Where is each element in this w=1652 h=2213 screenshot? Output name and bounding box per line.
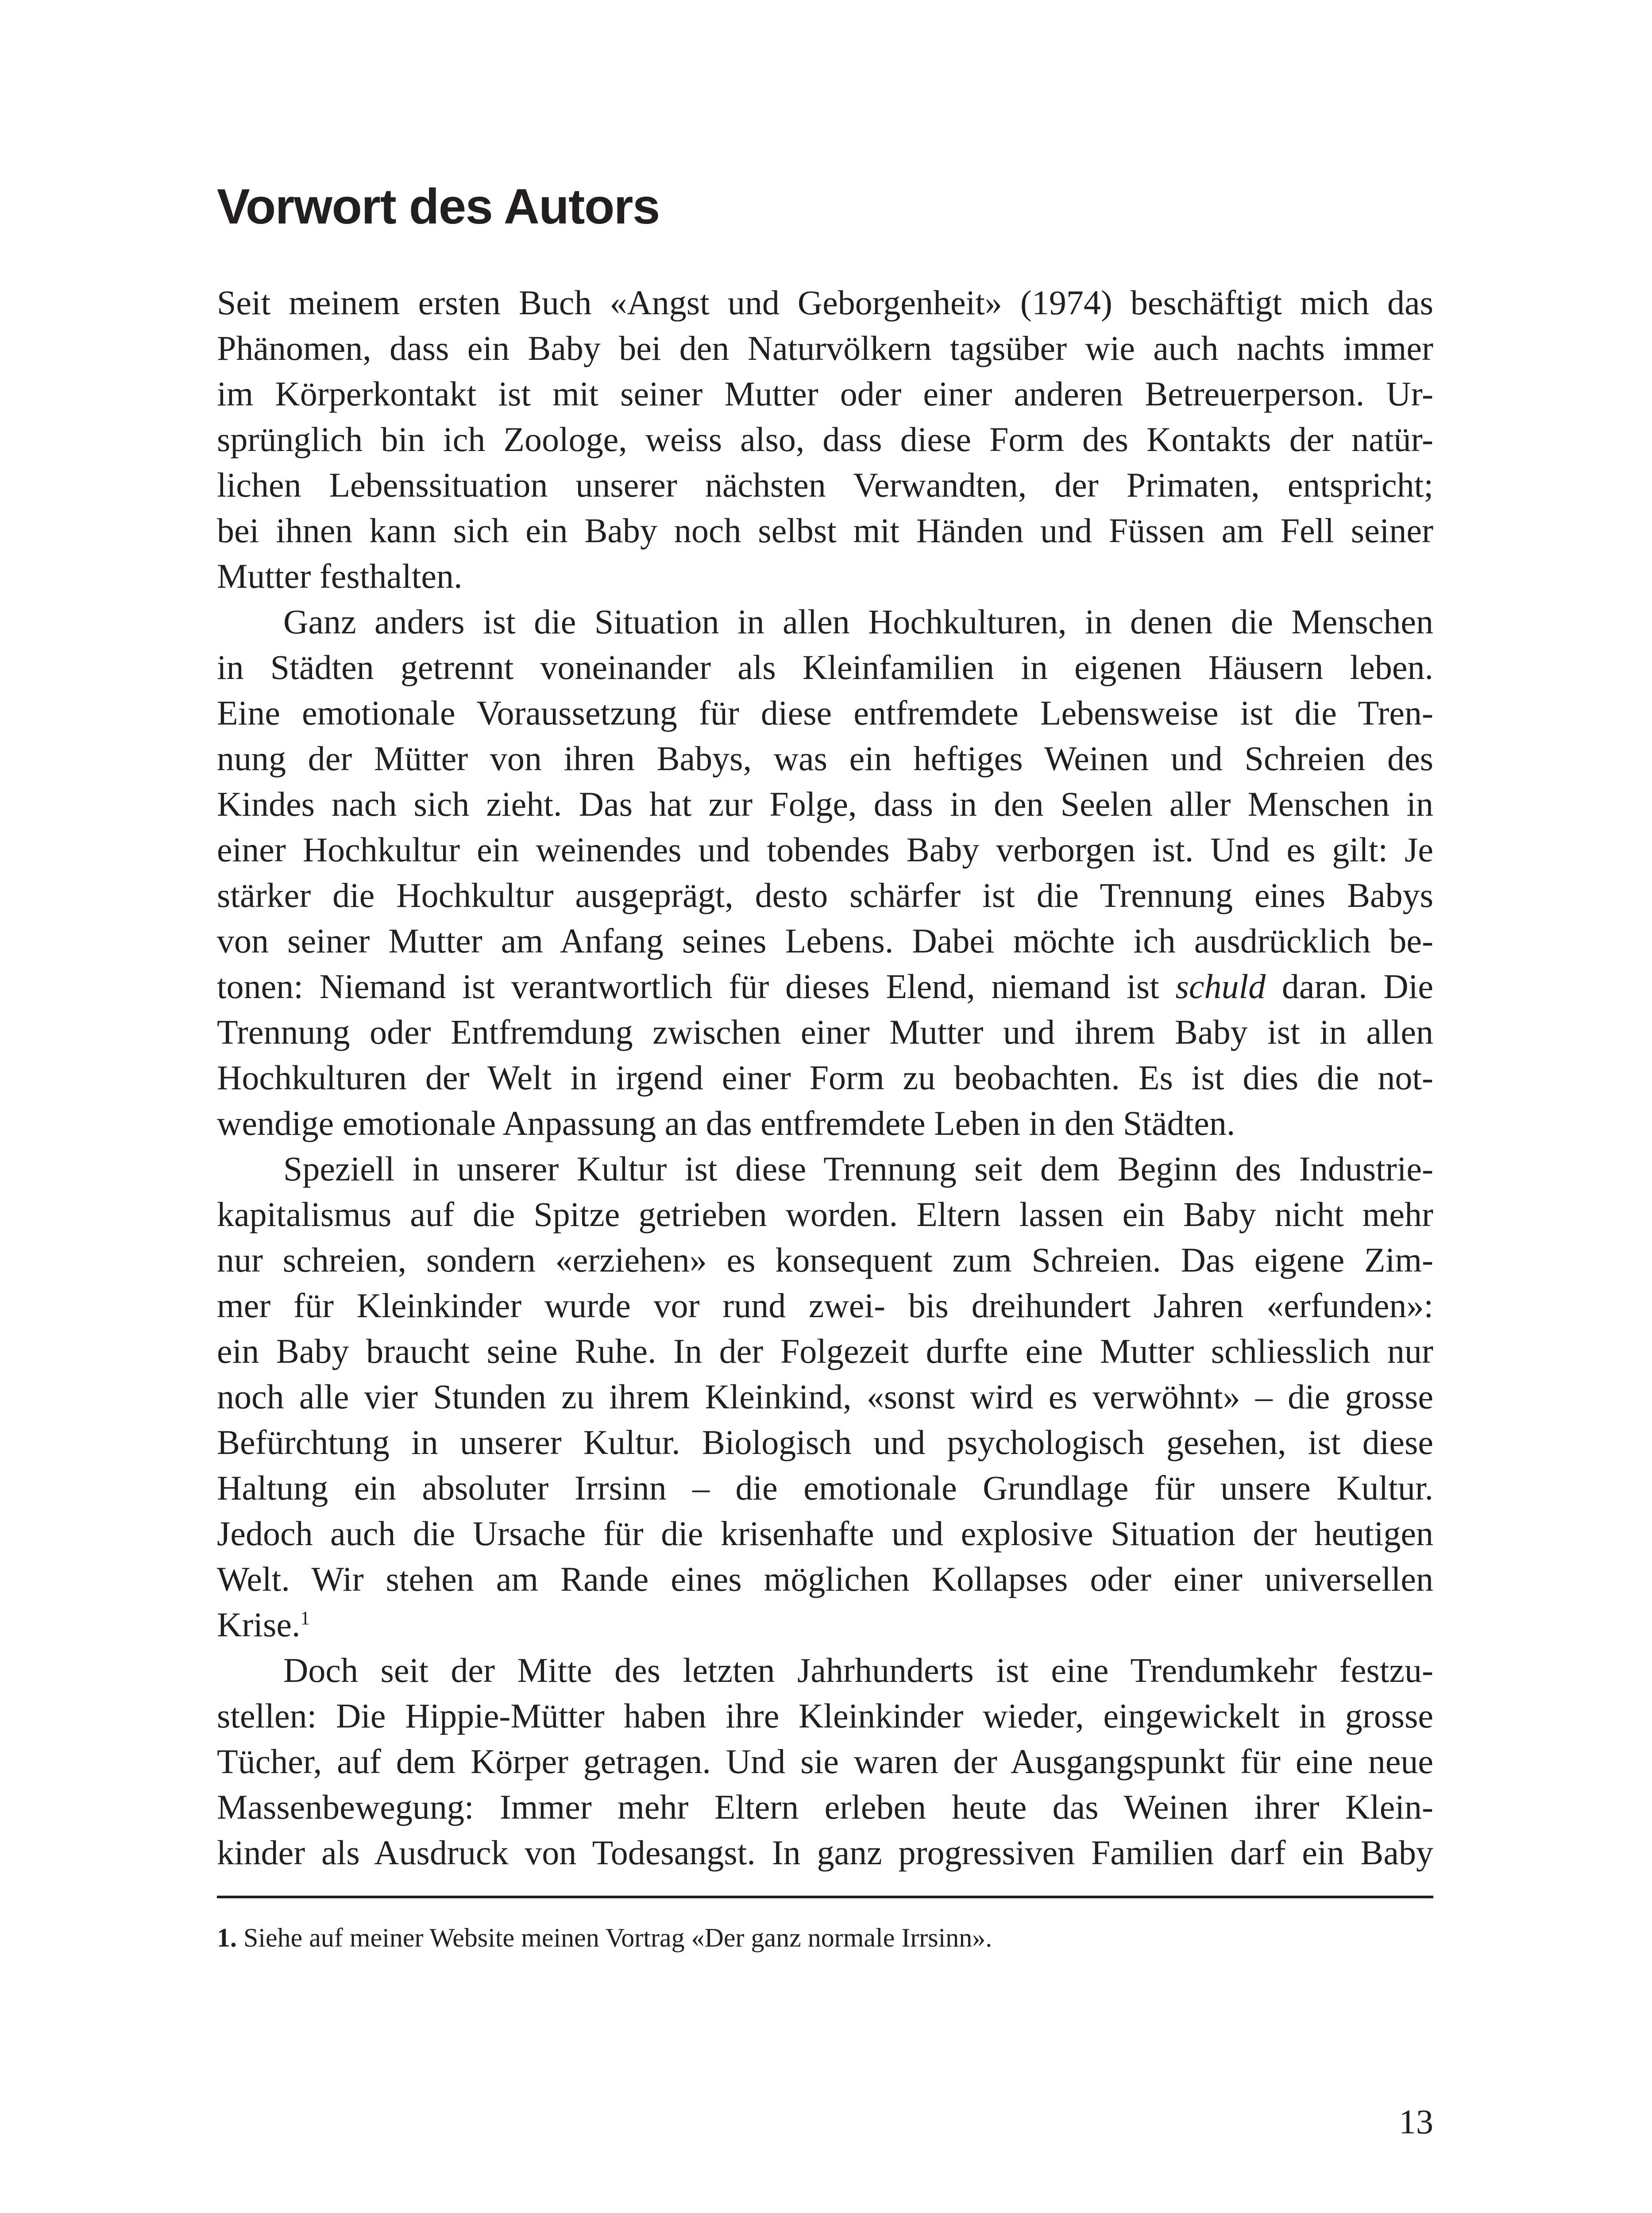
- text-line: Massenbewegung: Immer mehr Eltern erleben heute das Weinen ihrer Klein-: [217, 1788, 1433, 1826]
- text-line: Tücher, auf dem Körper getragen. Und sie waren der Ausgangspunkt für eine neue: [217, 1742, 1433, 1781]
- text-line: nung der Mütter von ihren Babys, was ein heftiges Weinen und Schreien des: [217, 739, 1433, 778]
- text-line: in Städten getrennt voneinander als Kleinfamilien in eigenen Häusern leben.: [217, 648, 1433, 686]
- text-line: Doch seit der Mitte des letzten Jahrhunderts ist eine Trendumkehr festzu-: [283, 1651, 1433, 1689]
- text-line: Kindes nach sich zieht. Das hat zur Folge, dass in den Seelen aller Menschen in: [217, 785, 1433, 823]
- text-line: stellen: Die Hippie-Mütter haben ihre Kleinkinder wieder, eingewickelt in grosse: [217, 1696, 1433, 1735]
- page-number: 13: [1399, 2102, 1433, 2141]
- text-line: stärker die Hochkultur ausgeprägt, desto schärfer ist die Trennung eines Babys: [217, 876, 1433, 914]
- text-line: im Körperkontakt ist mit seiner Mutter oder einer anderen Betreuerperson. Ur-: [217, 374, 1433, 413]
- text-line: ein Baby braucht seine Ruhe. In der Folgezeit durfte eine Mutter schliesslich nur: [217, 1332, 1433, 1370]
- footnote-text: Siehe auf meiner Website meinen Vortrag «Der ganz normale Irrsinn».: [243, 1923, 992, 1952]
- text-line: Speziell in unserer Kultur ist diese Trennung seit dem Beginn des Industrie-: [283, 1149, 1433, 1188]
- text-segment: Krise.: [217, 1605, 301, 1644]
- text-line: Befürchtung in unserer Kultur. Biologisch und psychologisch gesehen, ist diese: [217, 1423, 1433, 1461]
- text-line: Hochkulturen der Welt in irgend einer Form zu beobachten. Es ist dies die not-: [217, 1058, 1433, 1097]
- text-line: Eine emotionale Voraussetzung für diese entfremdete Lebensweise ist die Tren-: [217, 694, 1433, 732]
- text-line: mer für Kleinkinder wurde vor rund zwei- bis dreihundert Jahren «erfunden»:: [217, 1286, 1433, 1325]
- text-line: einer Hochkultur ein weinendes und tobendes Baby verborgen ist. Und es gilt: Je: [217, 830, 1433, 869]
- text-line: Phänomen, dass ein Baby bei den Naturvölkern tagsüber wie auch nachts immer: [217, 329, 1433, 367]
- text-line-with-emphasis: [217, 964, 1433, 1009]
- text-line: Haltung ein absoluter Irrsinn – die emotionale Grundlage für unsere Kultur.: [217, 1469, 1433, 1507]
- emphasis-word: schuld: [1175, 967, 1266, 1006]
- text-segment: daran. Die: [1266, 967, 1433, 1006]
- text-line: Ganz anders ist die Situation in allen Hochkulturen, in denen die Menschen: [283, 602, 1433, 641]
- text-line: sprünglich bin ich Zoologe, weiss also, dass diese Form des Kontakts der natür-: [217, 420, 1433, 459]
- footnote-marker[interactable]: 1: [300, 1608, 310, 1629]
- body-text: [217, 280, 1433, 1875]
- text-line: bei ihnen kann sich ein Baby noch selbst mit Händen und Füssen am Fell seiner: [217, 511, 1433, 550]
- paragraph-4: [217, 1647, 1433, 1875]
- paragraph-3: [217, 1146, 1433, 1647]
- text-line: wendige emotionale Anpassung an das entfremdete Leben in den Städten.: [217, 1104, 1235, 1142]
- text-segment: tonen: Niemand ist verantwortlich für dieses Elend, niemand ist: [217, 967, 1176, 1006]
- text-line: Seit meinem ersten Buch «Angst und Geborgenheit» (1974) beschäftigt mich das: [217, 283, 1433, 322]
- text-line: kapitalismus auf die Spitze getrieben worden. Eltern lassen ein Baby nicht mehr: [217, 1195, 1433, 1234]
- text-line: [217, 1602, 1433, 1647]
- footnote-divider: [217, 1896, 1433, 1898]
- paragraph-1: [217, 280, 1433, 599]
- text-line: nur schreien, sondern «erziehen» es konsequent zum Schreien. Das eigene Zim-: [217, 1241, 1433, 1279]
- text-line: Trennung oder Entfremdung zwischen einer Mutter und ihrem Baby ist in allen: [217, 1013, 1433, 1051]
- footnote: [217, 1920, 992, 1955]
- text-line: Jedoch auch die Ursache für die krisenhafte und explosive Situation der heutigen: [217, 1514, 1433, 1553]
- footnote-number: 1.: [217, 1923, 237, 1952]
- chapter-heading: Vorwort des Autors: [217, 179, 660, 234]
- text-line: von seiner Mutter am Anfang seines Lebens. Dabei möchte ich ausdrücklich be-: [217, 921, 1433, 960]
- text-line: Mutter festhalten.: [217, 557, 463, 595]
- text-line: kinder als Ausdruck von Todesangst. In ganz progressiven Familien darf ein Baby: [217, 1833, 1433, 1872]
- text-line: noch alle vier Stunden zu ihrem Kleinkind, «sonst wird es verwöhnt» – die grosse: [217, 1377, 1433, 1416]
- paragraph-2: [217, 599, 1433, 1146]
- text-line: lichen Lebenssituation unserer nächsten Verwandten, der Primaten, entspricht;: [217, 466, 1433, 504]
- text-line: Welt. Wir stehen am Rande eines möglichen Kollapses oder einer universellen: [217, 1560, 1433, 1598]
